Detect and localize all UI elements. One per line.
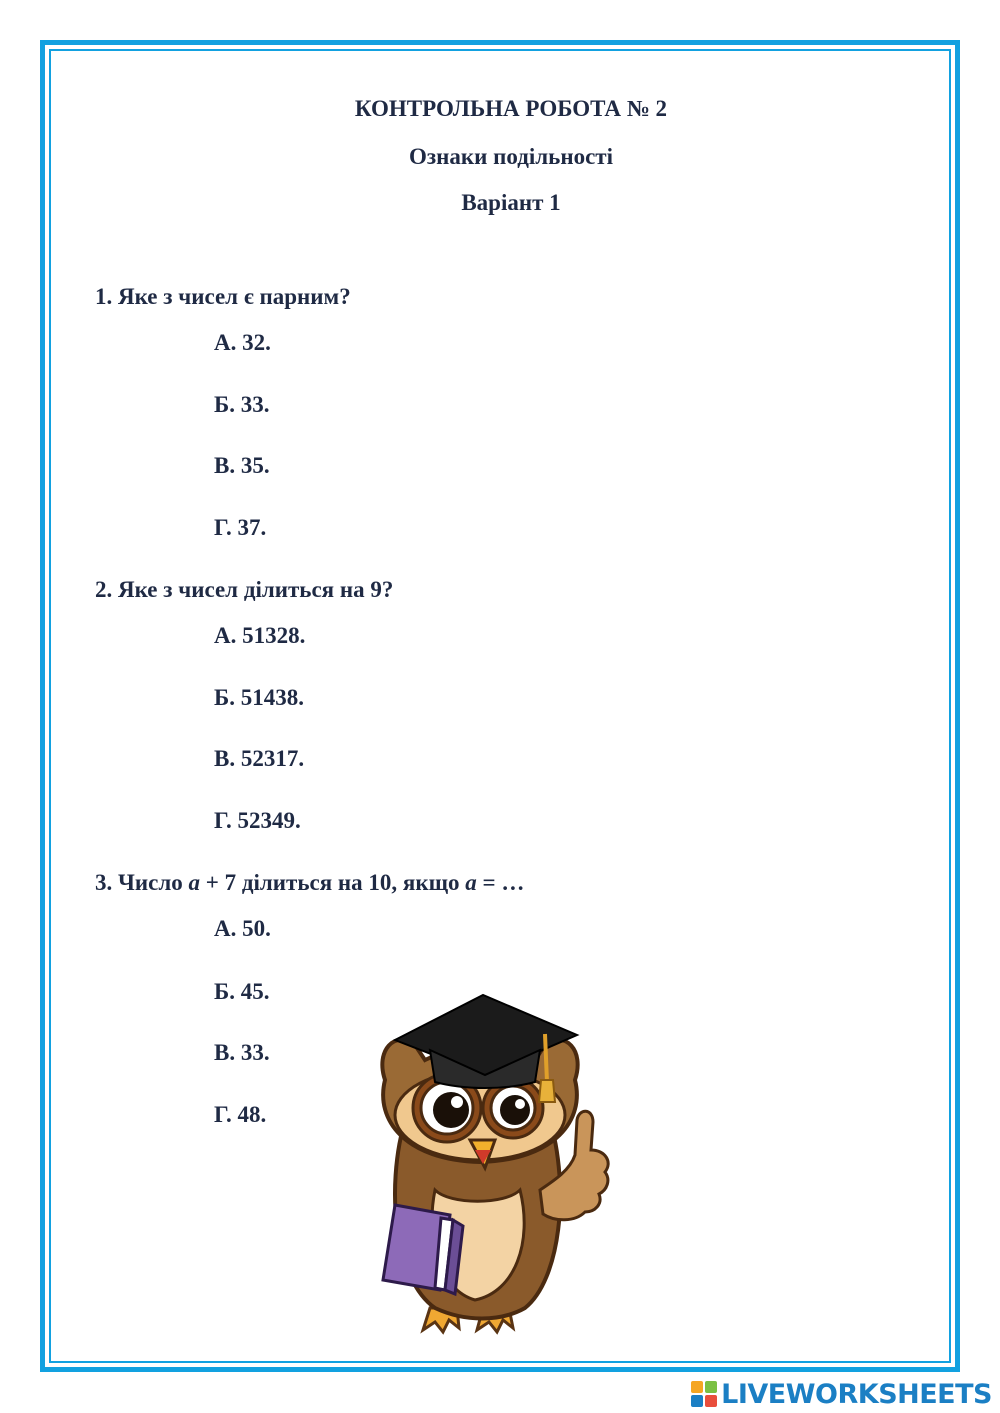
page-title: КОНТРОЛЬНА РОБОТА № 2 (354, 96, 668, 121)
variant-label: Варіант 1 (461, 190, 561, 215)
owl-with-graduation-cap-icon (355, 990, 615, 1340)
question-2-option-a: А. 51328. (214, 623, 306, 648)
question-2-option-b: Б. 51438. (214, 685, 304, 710)
question-3-option-c: В. 33. (214, 1040, 270, 1065)
question-1-option-d: Г. 37. (214, 515, 267, 540)
question-1-option-b: Б. 33. (214, 392, 270, 417)
question-3 (95, 870, 524, 896)
question-3-text-part-2: + 7 ділиться на 10, якщо (200, 870, 466, 895)
question-3-option-b: Б. 45. (214, 979, 270, 1004)
liveworksheets-logo-icon (691, 1381, 717, 1407)
question-3-option-a: А. 50. (214, 916, 271, 941)
question-1-option-a: А. 32. (214, 330, 271, 355)
page-subtitle: Ознаки подільності (409, 144, 613, 169)
question-3-text-part-3: = … (476, 870, 525, 895)
question-1: 1. Яке з чисел є парним? (95, 284, 351, 309)
question-2-option-c: В. 52317. (214, 746, 305, 771)
brand-name: LIVEWORKSHEETS (721, 1378, 992, 1410)
question-2-option-d: Г. 52349. (214, 808, 301, 833)
liveworksheets-brand (691, 1378, 992, 1410)
question-2: 2. Яке з чисел ділиться на 9? (95, 577, 394, 602)
question-3-text-part-1: 3. Число (95, 870, 189, 895)
question-3-option-d: Г. 48. (214, 1102, 267, 1127)
question-3-variable: a (188, 870, 200, 895)
question-3-variable: a (465, 870, 477, 895)
question-1-option-c: В. 35. (214, 453, 270, 478)
